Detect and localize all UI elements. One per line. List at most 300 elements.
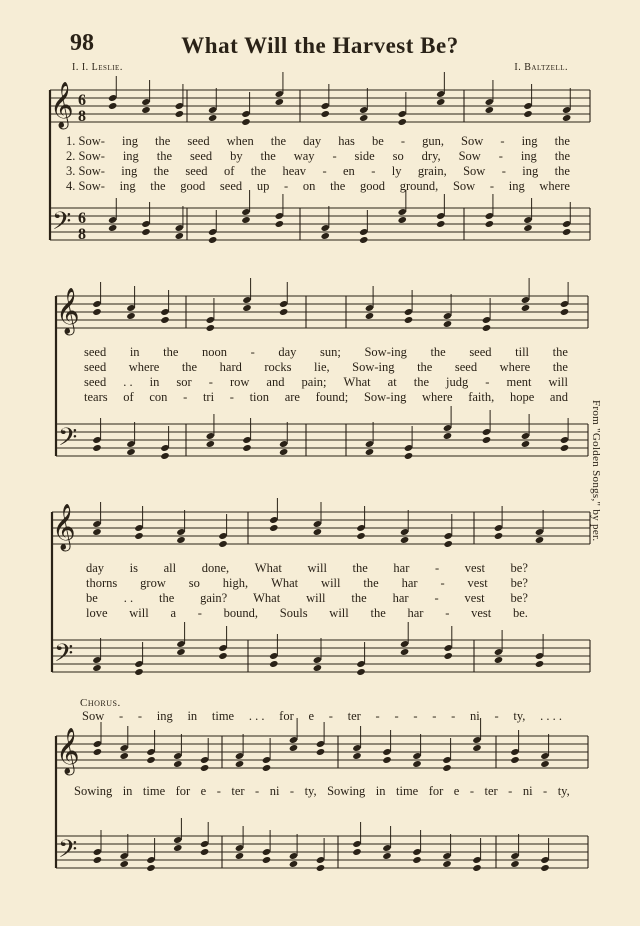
lyric-syllable: Sowing <box>74 784 113 798</box>
lyric-syllable: ing <box>508 179 525 193</box>
note-head <box>521 440 530 448</box>
note-head <box>269 660 278 668</box>
lyric-syllable: - <box>394 709 399 723</box>
note-head <box>119 860 128 868</box>
time-signature-bottom: 8 <box>78 108 86 125</box>
lyric-syllable: vest <box>467 576 488 590</box>
lyric-syllable: the <box>163 345 179 359</box>
lyric-syllable: grow <box>140 576 166 590</box>
note-head <box>443 320 452 328</box>
lyric-syllable: - <box>400 134 406 148</box>
note-head <box>404 452 413 460</box>
note-head <box>275 220 284 228</box>
chorus-upper-lyrics <box>82 709 562 724</box>
lyric-syllable: e <box>453 784 460 798</box>
lyric-syllable: done, <box>201 561 230 575</box>
note-head <box>523 224 532 232</box>
lyric-syllable: ing <box>156 709 173 723</box>
note-head <box>562 114 571 122</box>
lyric-syllable: - <box>322 164 327 178</box>
lyric-syllable: time <box>142 784 166 798</box>
note-head <box>176 648 185 656</box>
note-head <box>208 236 217 244</box>
verse-2-line-2 <box>84 360 568 375</box>
note-head <box>482 324 491 332</box>
lyric-syllable: for <box>279 709 294 723</box>
lyric-syllable: - <box>432 709 437 723</box>
lyric-syllable: sun; <box>320 345 341 359</box>
verse-4-line-3 <box>86 606 528 621</box>
lyric-syllable: vest <box>464 561 485 575</box>
lyric-syllable: will <box>129 606 149 620</box>
lyric-syllable: the <box>150 179 166 193</box>
lyric-syllable: - <box>485 375 490 389</box>
lyric-syllable: ing <box>122 149 139 163</box>
lyric-syllable: 3. Sow- <box>66 164 105 178</box>
note-head <box>262 856 271 864</box>
chorus-label: Chorus. <box>80 697 121 709</box>
lyric-syllable: ty, <box>557 784 570 798</box>
lyric-syllable: seed <box>84 360 107 374</box>
lyric-syllable: the <box>363 576 379 590</box>
treble-clef: 𝄞 <box>50 82 74 128</box>
lyric-syllable: faith, <box>468 390 495 404</box>
lyric-syllable: seed <box>454 360 478 374</box>
lyric-syllable: seed <box>187 134 210 148</box>
lyric-syllable: the <box>260 149 276 163</box>
lyric-syllable: - <box>440 576 445 590</box>
lyric-syllable: of <box>123 390 134 404</box>
verse-3-line-1 <box>66 164 570 179</box>
lyric-syllable: are <box>284 390 300 404</box>
note-head <box>241 118 250 126</box>
note-head <box>92 444 101 452</box>
lyric-syllable: seed <box>189 149 213 163</box>
time-signature-top: 6 <box>78 210 86 227</box>
verse-1-line-1 <box>66 134 570 149</box>
note-head <box>382 852 391 860</box>
note-head <box>93 748 102 756</box>
note-head <box>262 764 271 772</box>
lyric-syllable: till <box>515 345 530 359</box>
lyric-syllable: good <box>360 179 386 193</box>
lyric-syllable: - <box>451 709 456 723</box>
note-head <box>365 312 374 320</box>
lyric-syllable: Sow <box>452 179 476 193</box>
lyric-syllable: ing <box>520 149 537 163</box>
lyric-syllable: - <box>494 709 499 723</box>
lyric-syllable: har <box>393 561 410 575</box>
lyric-syllable: when <box>226 134 254 148</box>
note-head <box>442 764 451 772</box>
lyric-syllable: where <box>539 179 570 193</box>
verse-3-line-2 <box>84 375 568 390</box>
lyric-syllable: the <box>554 149 570 163</box>
note-head <box>404 316 413 324</box>
lyric-syllable: the <box>351 591 367 605</box>
note-head <box>173 760 182 768</box>
lyric-syllable: seed <box>219 179 243 193</box>
note-head <box>235 852 244 860</box>
note-head <box>141 106 150 114</box>
lyric-syllable: - <box>332 149 337 163</box>
note-head <box>442 860 451 868</box>
lyric-syllable: for <box>175 784 191 798</box>
lyric-syllable: on <box>302 179 316 193</box>
lyric-syllable: seed <box>469 345 492 359</box>
lyric-syllable: rocks <box>264 360 292 374</box>
lyric-syllable: and <box>549 390 568 404</box>
note-head <box>436 98 445 106</box>
lyric-syllable: seed <box>185 164 208 178</box>
note-head <box>218 540 227 548</box>
lyric-syllable: is <box>129 561 139 575</box>
lyric-syllable: ing <box>119 179 136 193</box>
note-head <box>200 764 209 772</box>
lyric-syllable: pain; <box>301 375 327 389</box>
lyric-syllable: the <box>552 360 568 374</box>
lyric-syllable: gun, <box>422 134 444 148</box>
lyric-syllable: dry, <box>421 149 441 163</box>
lyric-syllable: time <box>396 784 419 798</box>
lyric-syllable: sor <box>176 375 192 389</box>
note-head <box>482 436 491 444</box>
note-head <box>93 856 102 864</box>
lyric-syllable: har <box>401 576 418 590</box>
note-head <box>92 308 101 316</box>
lyric-syllable: e <box>200 784 207 798</box>
lyric-syllable: . . <box>123 375 133 389</box>
note-head <box>126 312 135 320</box>
time-signature-bottom: 8 <box>78 226 86 243</box>
note-head <box>146 756 155 764</box>
chorus-lower-lyrics <box>74 784 570 799</box>
note-head <box>400 648 409 656</box>
note-head <box>352 848 361 856</box>
lyric-syllable: gain? <box>200 591 228 605</box>
lyric-syllable: - <box>250 345 255 359</box>
lyric-syllable: ty, <box>513 709 526 723</box>
note-head <box>200 848 209 856</box>
bass-clef: 𝄢 <box>58 423 78 458</box>
lyric-syllable: will <box>548 375 568 389</box>
lyric-syllable: ni <box>269 784 280 798</box>
note-head <box>241 216 250 224</box>
lyric-syllable: the <box>552 345 568 359</box>
lyric-syllable: What <box>254 561 282 575</box>
lyric-syllable: by <box>230 149 243 163</box>
lyric-syllable: the <box>155 134 171 148</box>
lyric-syllable: in <box>129 345 140 359</box>
lyric-syllable: - <box>508 784 513 798</box>
note-head <box>443 432 452 440</box>
note-head <box>208 114 217 122</box>
lyric-syllable: will <box>307 561 327 575</box>
note-head <box>521 304 530 312</box>
note-head <box>540 864 549 872</box>
lyric-syllable: good <box>180 179 206 193</box>
lyric-syllable: all <box>163 561 177 575</box>
lyric-syllable: Sowing <box>327 784 366 798</box>
lyric-syllable: What <box>343 375 371 389</box>
note-head <box>146 864 155 872</box>
note-head <box>160 316 169 324</box>
lyric-syllable: be? <box>510 591 528 605</box>
lyric-syllable: where <box>422 390 453 404</box>
lyric-syllable: has <box>338 134 355 148</box>
lyric-syllable: Sow-ing <box>364 345 407 359</box>
lyric-syllable: the <box>330 179 346 193</box>
note-head <box>289 860 298 868</box>
note-head <box>443 652 452 660</box>
lyric-syllable: en <box>343 164 355 178</box>
lyric-syllable: - <box>500 134 505 148</box>
note-head <box>560 444 569 452</box>
lyric-syllable: 2. Sow- <box>66 149 105 163</box>
lyric-syllable: - <box>413 709 418 723</box>
lyric-syllable: the <box>153 164 169 178</box>
lyric-syllable: where <box>499 360 531 374</box>
lyric-syllable: . . . . <box>540 709 562 723</box>
lyric-syllable: ty, <box>304 784 317 798</box>
note-head <box>510 860 519 868</box>
lyric-syllable: the <box>430 345 446 359</box>
lyric-syllable: - <box>255 784 260 798</box>
lyric-syllable: day <box>303 134 322 148</box>
note-head <box>535 536 544 544</box>
note-head <box>206 440 215 448</box>
note-head <box>472 744 481 752</box>
lyric-syllable: lie, <box>314 360 330 374</box>
note-head <box>562 228 571 236</box>
lyric-syllable: Sow <box>458 149 481 163</box>
note-head <box>160 452 169 460</box>
note-head <box>494 656 503 664</box>
lyric-syllable: con <box>149 390 168 404</box>
lyric-syllable: will <box>321 576 341 590</box>
verse-1-line-3 <box>86 561 528 576</box>
lyric-syllable: judg <box>446 375 469 389</box>
lyric-syllable: in <box>122 784 133 798</box>
note-head <box>206 324 215 332</box>
lyric-syllable: - <box>118 709 124 723</box>
lyric-syllable: - <box>183 390 188 404</box>
lyric-syllable: ter <box>231 784 245 798</box>
note-head <box>279 308 288 316</box>
note-head <box>485 220 494 228</box>
lyric-syllable: and <box>266 375 285 389</box>
lyric-syllable: ter <box>484 784 498 798</box>
lyric-syllable: vest <box>464 591 485 605</box>
lyric-syllable: will <box>329 606 349 620</box>
note-head <box>269 524 278 532</box>
treble-clef: 𝄞 <box>52 504 76 550</box>
note-head <box>400 536 409 544</box>
note-head <box>412 760 421 768</box>
lyric-syllable: the <box>413 375 429 389</box>
lyric-syllable: heav <box>282 164 307 178</box>
note-head <box>92 664 101 672</box>
lyric-syllable: Sow <box>82 709 105 723</box>
note-head <box>412 856 421 864</box>
lyric-syllable: ing <box>522 164 539 178</box>
hymn-title: What Will the Harvest Be? <box>181 33 459 58</box>
lyric-syllable: Sow <box>463 164 486 178</box>
lyric-syllable: - <box>284 179 289 193</box>
note-head <box>359 236 368 244</box>
lyric-syllable: - <box>434 591 439 605</box>
lyric-syllable: the <box>417 360 433 374</box>
note-head <box>540 760 549 768</box>
lyric-syllable: - <box>501 164 506 178</box>
lyric-syllable: ing <box>121 164 138 178</box>
note-head <box>356 668 365 676</box>
note-head <box>175 232 184 240</box>
note-head <box>279 448 288 456</box>
lyric-syllable: the <box>370 606 386 620</box>
lyric-syllable: will <box>306 591 326 605</box>
lyric-syllable: What <box>271 576 299 590</box>
note-head <box>176 536 185 544</box>
lyric-syllable: . . <box>123 591 134 605</box>
lyric-syllable: the <box>554 134 570 148</box>
lyric-syllable: - <box>197 606 202 620</box>
lyric-syllable: day <box>86 561 105 575</box>
verse-1-line-2 <box>84 345 568 360</box>
lyric-syllable: up <box>256 179 270 193</box>
note-head <box>126 448 135 456</box>
lyric-syllable: ly <box>391 164 402 178</box>
time-signature-top: 6 <box>78 92 86 109</box>
lyric-syllable: - <box>375 709 380 723</box>
note-head <box>235 760 244 768</box>
note-head <box>485 106 494 114</box>
lyric-syllable: har <box>407 606 424 620</box>
note-head <box>316 748 325 756</box>
lyric-syllable: Sow <box>461 134 484 148</box>
lyric-syllable: - <box>328 709 333 723</box>
lyric-syllable: be? <box>510 576 528 590</box>
verse-2-line-3 <box>86 576 528 591</box>
source-note: From "Golden Songs," by per. <box>590 400 602 542</box>
note-head <box>398 216 407 224</box>
note-head <box>173 844 182 852</box>
lyric-syllable: of <box>223 164 235 178</box>
lyric-syllable: bound, <box>223 606 259 620</box>
note-head <box>472 864 481 872</box>
lyric-syllable: - <box>489 179 495 193</box>
lyric-syllable: row <box>229 375 250 389</box>
bass-clef: 𝄢 <box>54 639 74 674</box>
note-head <box>108 224 117 232</box>
lyric-syllable: at <box>387 375 397 389</box>
lyric-syllable: tri <box>202 390 215 404</box>
lyric-syllable: tion <box>249 390 270 404</box>
note-head <box>275 98 284 106</box>
note-head <box>242 444 251 452</box>
lyric-syllable: ni <box>470 709 480 723</box>
note-head <box>356 532 365 540</box>
note-head <box>218 652 227 660</box>
hymn-number: 98 <box>70 30 94 56</box>
lyric-syllable: Sow-ing <box>363 390 407 404</box>
verse-4-line-2 <box>84 390 568 405</box>
lyric-syllable: tears <box>84 390 108 404</box>
lyric-syllable: the <box>270 134 287 148</box>
lyric-syllable: What <box>253 591 281 605</box>
lyric-syllable: e <box>308 709 315 723</box>
lyric-syllable: be <box>86 591 98 605</box>
lyric-syllable: day <box>278 345 297 359</box>
lyric-syllable: the <box>250 164 267 178</box>
note-head <box>108 102 117 110</box>
lyric-syllable: in <box>149 375 160 389</box>
note-head <box>289 744 298 752</box>
lyric-syllable: ing <box>521 134 538 148</box>
composer-credit: I. Baltzell. <box>514 62 568 73</box>
lyric-syllable: hard <box>219 360 242 374</box>
lyric-syllable: seed <box>84 375 107 389</box>
lyric-syllable: seed <box>84 345 107 359</box>
lyric-syllable: - <box>216 784 221 798</box>
treble-clef: 𝄞 <box>56 288 80 334</box>
lyric-syllable: vest <box>471 606 492 620</box>
lyric-syllable: love <box>86 606 108 620</box>
lyric-syllable: the <box>352 561 368 575</box>
lyric-syllable: Sow-ing <box>352 360 395 374</box>
lyric-syllable: be? <box>510 561 528 575</box>
note-head <box>352 752 361 760</box>
lyric-syllable: the <box>181 360 198 374</box>
note-head <box>134 532 143 540</box>
lyric-syllable: . . . <box>248 709 265 723</box>
note-head <box>119 752 128 760</box>
lyric-syllable: in <box>187 709 198 723</box>
verse-3-line-3 <box>86 591 528 606</box>
note-head <box>443 540 452 548</box>
lyric-syllable: ment <box>506 375 532 389</box>
lyric-syllable: so <box>188 576 200 590</box>
bass-clef: 𝄢 <box>52 207 72 242</box>
lyric-syllable: ing <box>121 134 138 148</box>
lyric-syllable: the <box>156 149 173 163</box>
note-head <box>382 756 391 764</box>
lyric-syllable: way <box>293 149 315 163</box>
note-head <box>398 118 407 126</box>
treble-clef: 𝄞 <box>56 728 80 774</box>
lyric-syllable: ground, <box>399 179 439 193</box>
lyricist-credit: I. I. Leslie. <box>72 62 123 73</box>
note-head <box>316 864 325 872</box>
lyric-syllable: where <box>128 360 160 374</box>
lyric-syllable: - <box>445 606 450 620</box>
lyric-syllable: in <box>375 784 386 798</box>
lyric-syllable: be <box>371 134 384 148</box>
lyric-syllable: thorns <box>86 576 118 590</box>
lyric-syllable: the <box>554 164 570 178</box>
note-head <box>560 308 569 316</box>
lyric-syllable: - <box>371 164 376 178</box>
note-head <box>510 756 519 764</box>
note-head <box>134 668 143 676</box>
lyric-syllable: be. <box>512 606 528 620</box>
lyric-syllable: time <box>211 709 235 723</box>
lyric-syllable: side <box>354 149 375 163</box>
lyric-syllable: hope <box>509 390 535 404</box>
note-head <box>494 532 503 540</box>
note-head <box>321 232 330 240</box>
note-head <box>321 110 330 118</box>
